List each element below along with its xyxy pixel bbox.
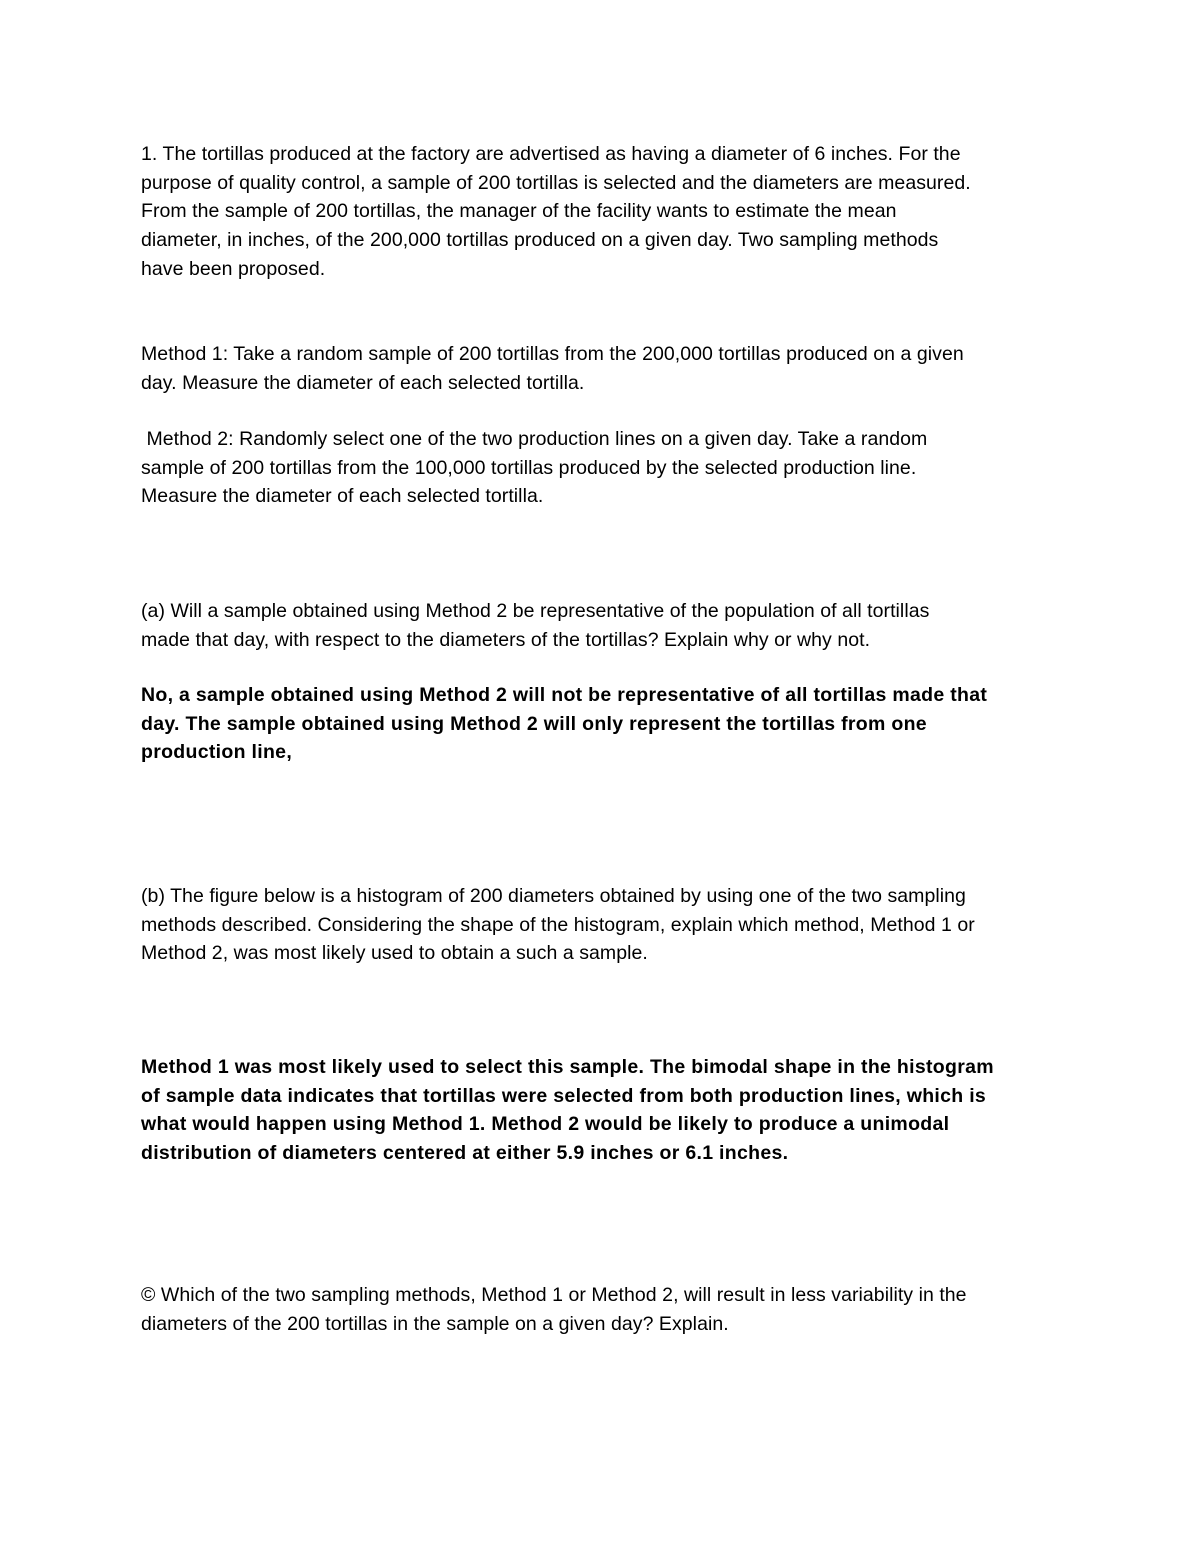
answer-b [141,1053,1066,1168]
method-2-description [141,425,1066,511]
answer-a [141,681,1066,767]
problem-intro [141,140,1066,284]
text-line: © Which of the two sampling methods, Method 1 or Method 2, will result in less variability in the [141,1284,967,1306]
text-line: Method 1: Take a random sample of 200 tortillas from the 200,000 tortillas produced on a given [141,343,964,365]
text-line: made that day, with respect to the diameters of the tortillas? Explain why or why not. [141,628,871,651]
text-line: 1. The tortillas produced at the factory are advertised as having a diameter of 6 inches. For the [141,143,961,165]
text-line: of sample data indicates that tortillas were selected from both production lines, which is [141,1084,987,1107]
text-line: methods described. Considering the shape of the histogram, explain which method, Method 1 or [141,913,975,936]
question-b [141,882,1066,968]
text-line: what would happen using Method 1. Method 2 would be likely to produce a unimodal [141,1113,950,1136]
text-line: day. Measure the diameter of each selected tortilla. [141,371,585,394]
text-line: Measure the diameter of each selected tortilla. [141,485,544,508]
text-line: day. The sample obtained using Method 2 will only represent the tortillas from one [141,712,927,735]
text-line: Method 2: Randomly select one of the two production lines on a given day. Take a random [141,428,928,450]
text-line: purpose of quality control, a sample of 200 tortillas is selected and the diameters are measured. [141,171,971,194]
text-line: production line, [141,741,293,764]
text-line: distribution of diameters centered at either 5.9 inches or 6.1 inches. [141,1142,789,1165]
question-a [141,597,1066,654]
text-line: No, a sample obtained using Method 2 will not be representative of all tortillas made that [141,684,988,706]
text-line: (b) The figure below is a histogram of 200 diameters obtained by using one of the two sampling [141,885,966,907]
method-1-description [141,340,1066,397]
text-line: Method 2, was most likely used to obtain a such a sample. [141,942,648,965]
text-line: From the sample of 200 tortillas, the manager of the facility wants to estimate the mean [141,200,897,223]
text-line: diameter, in inches, of the 200,000 tortillas produced on a given day. Two sampling methods [141,229,939,252]
text-line: Method 1 was most likely used to select this sample. The bimodal shape in the histogram [141,1056,994,1078]
question-c [141,1281,1066,1338]
text-line: diameters of the 200 tortillas in the sample on a given day? Explain. [141,1312,729,1335]
text-line: sample of 200 tortillas from the 100,000 tortillas produced by the selected production line. [141,456,917,479]
text-line: (a) Will a sample obtained using Method 2 be representative of the population of all tortillas [141,600,930,622]
text-line: have been proposed. [141,257,326,280]
